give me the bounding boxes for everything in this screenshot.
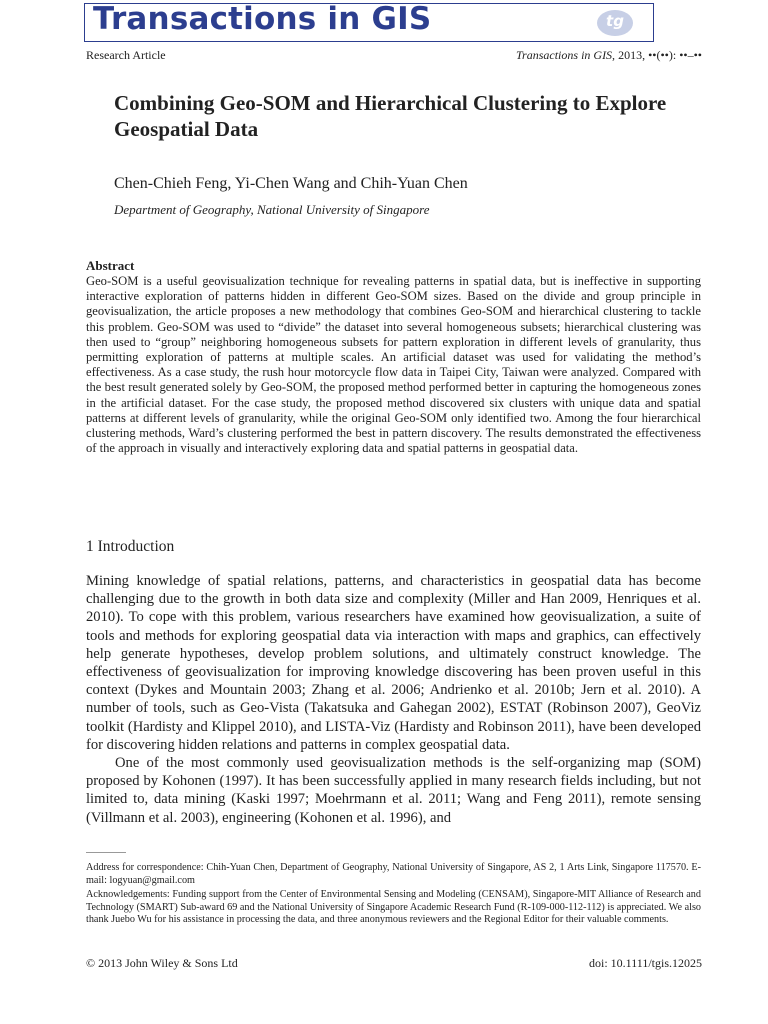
footnote-divider: [86, 852, 126, 853]
abstract-heading: Abstract: [86, 258, 135, 273]
journal-logo-icon: [597, 10, 633, 36]
correspondence-note: [86, 862, 701, 887]
intro-paragraph: Mining knowledge of spatial relations, patterns, and characteristics in geospatial data has become challenging due to the growth in both data size and complexity (Miller and Han 2009, Henriques et al. 2010). To cope with this problem, various researchers have examined how geovisualization, a suite of tools and methods for exploring geospatial data via interaction with maps and graphics, can effectively help generate hypotheses, develop problem solutions, and ultimately construct knowledge. The effectiveness of geovisualization for improving knowledge discovering has been proven useful in this context (Dykes and Mountain 2003; Zhang et al. 2006; Andrienko et al. 2010b; Jern et al. 2010). A number of tools, such as Geo-Vista (Takatsuka and Gahegan 2002), ESTAT (Robinson 2007), GeoViz toolkit (Hardisty and Klippel 2010), and LISTA-Viz (Hardisty and Robinson 2011), have been developed for discovering hidden relations and patterns in complex geospatial data.: [86, 573, 701, 753]
citation-volume: 2013, ••(••): ••–••: [615, 48, 702, 62]
affiliation: Department of Geography, National University of Singapore: [114, 202, 430, 217]
correspondence-label: Address for correspondence:: [86, 862, 204, 873]
intro-paragraph: One of the most commonly used geovisualization methods is the self-organizing map (SOM) proposed by Kohonen (1997). It has been successfully applied in many research fields including, but not limited to, data mining (Kaski 1997; Moehrmann et al. 2011; Wang and Feng 2011), remote sensing (Villmann et al. 2003), engineering (Kohonen et al. 1996), and: [86, 755, 701, 826]
citation-line: [516, 48, 702, 63]
copyright-notice: © 2013 John Wiley & Sons Ltd: [86, 956, 238, 970]
introduction-body: [86, 572, 701, 827]
acknowledgements-note: [86, 889, 701, 927]
acknowledgements-text: Funding support from the Center of Environmental Sensing and Modeling (CENSAM), Singapore-MIT Alliance of Research and Technology (SMART) Sub-award 69 and the National University of Singapore Academic Research Fund (R-109-000-112-112) is appreciated. We also thank Juebo Wu for his assistance in processing the data, and three anonymous reviewers and the Regional Editor for their valuable comments.: [86, 889, 701, 926]
logo-text: tg: [606, 12, 624, 30]
article-title: Combining Geo-SOM and Hierarchical Clustering to Explore Geospatial Data: [114, 91, 667, 141]
footnotes: [86, 862, 701, 929]
citation-journal: Transactions in GIS,: [516, 48, 616, 62]
acknowledgements-label: Acknowledgements:: [86, 889, 170, 901]
article-type: Research Article: [86, 48, 166, 62]
author-list: Chen-Chieh Feng, Yi-Chen Wang and Chih-Yuan Chen: [114, 175, 468, 192]
doi-link[interactable]: doi: 10.1111/tgis.12025: [588, 956, 702, 970]
journal-banner: [84, 3, 654, 42]
correspondence-text: Chih-Yuan Chen, Department of Geography, National University of Singapore, AS 2, 1 Arts Link, Singapore 117570. E-mail: logyuan@gmail.com: [86, 862, 701, 886]
journal-title: Transactions in GIS: [93, 1, 432, 37]
section-heading-introduction: 1 Introduction: [86, 538, 175, 555]
abstract-text: Geo-SOM is a useful geovisualization technique for revealing patterns in spatial data, but is ineffective in supporting interactive exploration of patterns hidden in different Geo-SOM sizes. Based on the divide and group principle in geovisualization, the article proposes a new methodology that combines Geo-SOM and hierarchical clustering to tackle this problem. Geo-SOM was used to “divide” the dataset into several homogeneous subsets; hierarchical clustering was then used to “group” neighboring homogeneous subsets for pattern exploration in different levels of granularity, thus permitting exploration of patterns at multiple scales. An artificial dataset was used for validating the method’s effectiveness. As a case study, the rush hour motorcycle flow data in Taipei City, Taiwan were analyzed. Compared with the best result generated solely by Geo-SOM, the proposed method performed better in capturing the homogeneous zones in the artificial dataset. For the case study, the proposed method discovered six clusters with unique data and spatial patterns at different levels of granularity, while the original Geo-SOM only identified two. Among the four hierarchical clustering methods, Ward’s clustering performed the best in pattern discovery. The results demonstrated the effectiveness of the approach in visually and interactively exploring data and spatial patterns in geospatial data.: [86, 274, 701, 456]
